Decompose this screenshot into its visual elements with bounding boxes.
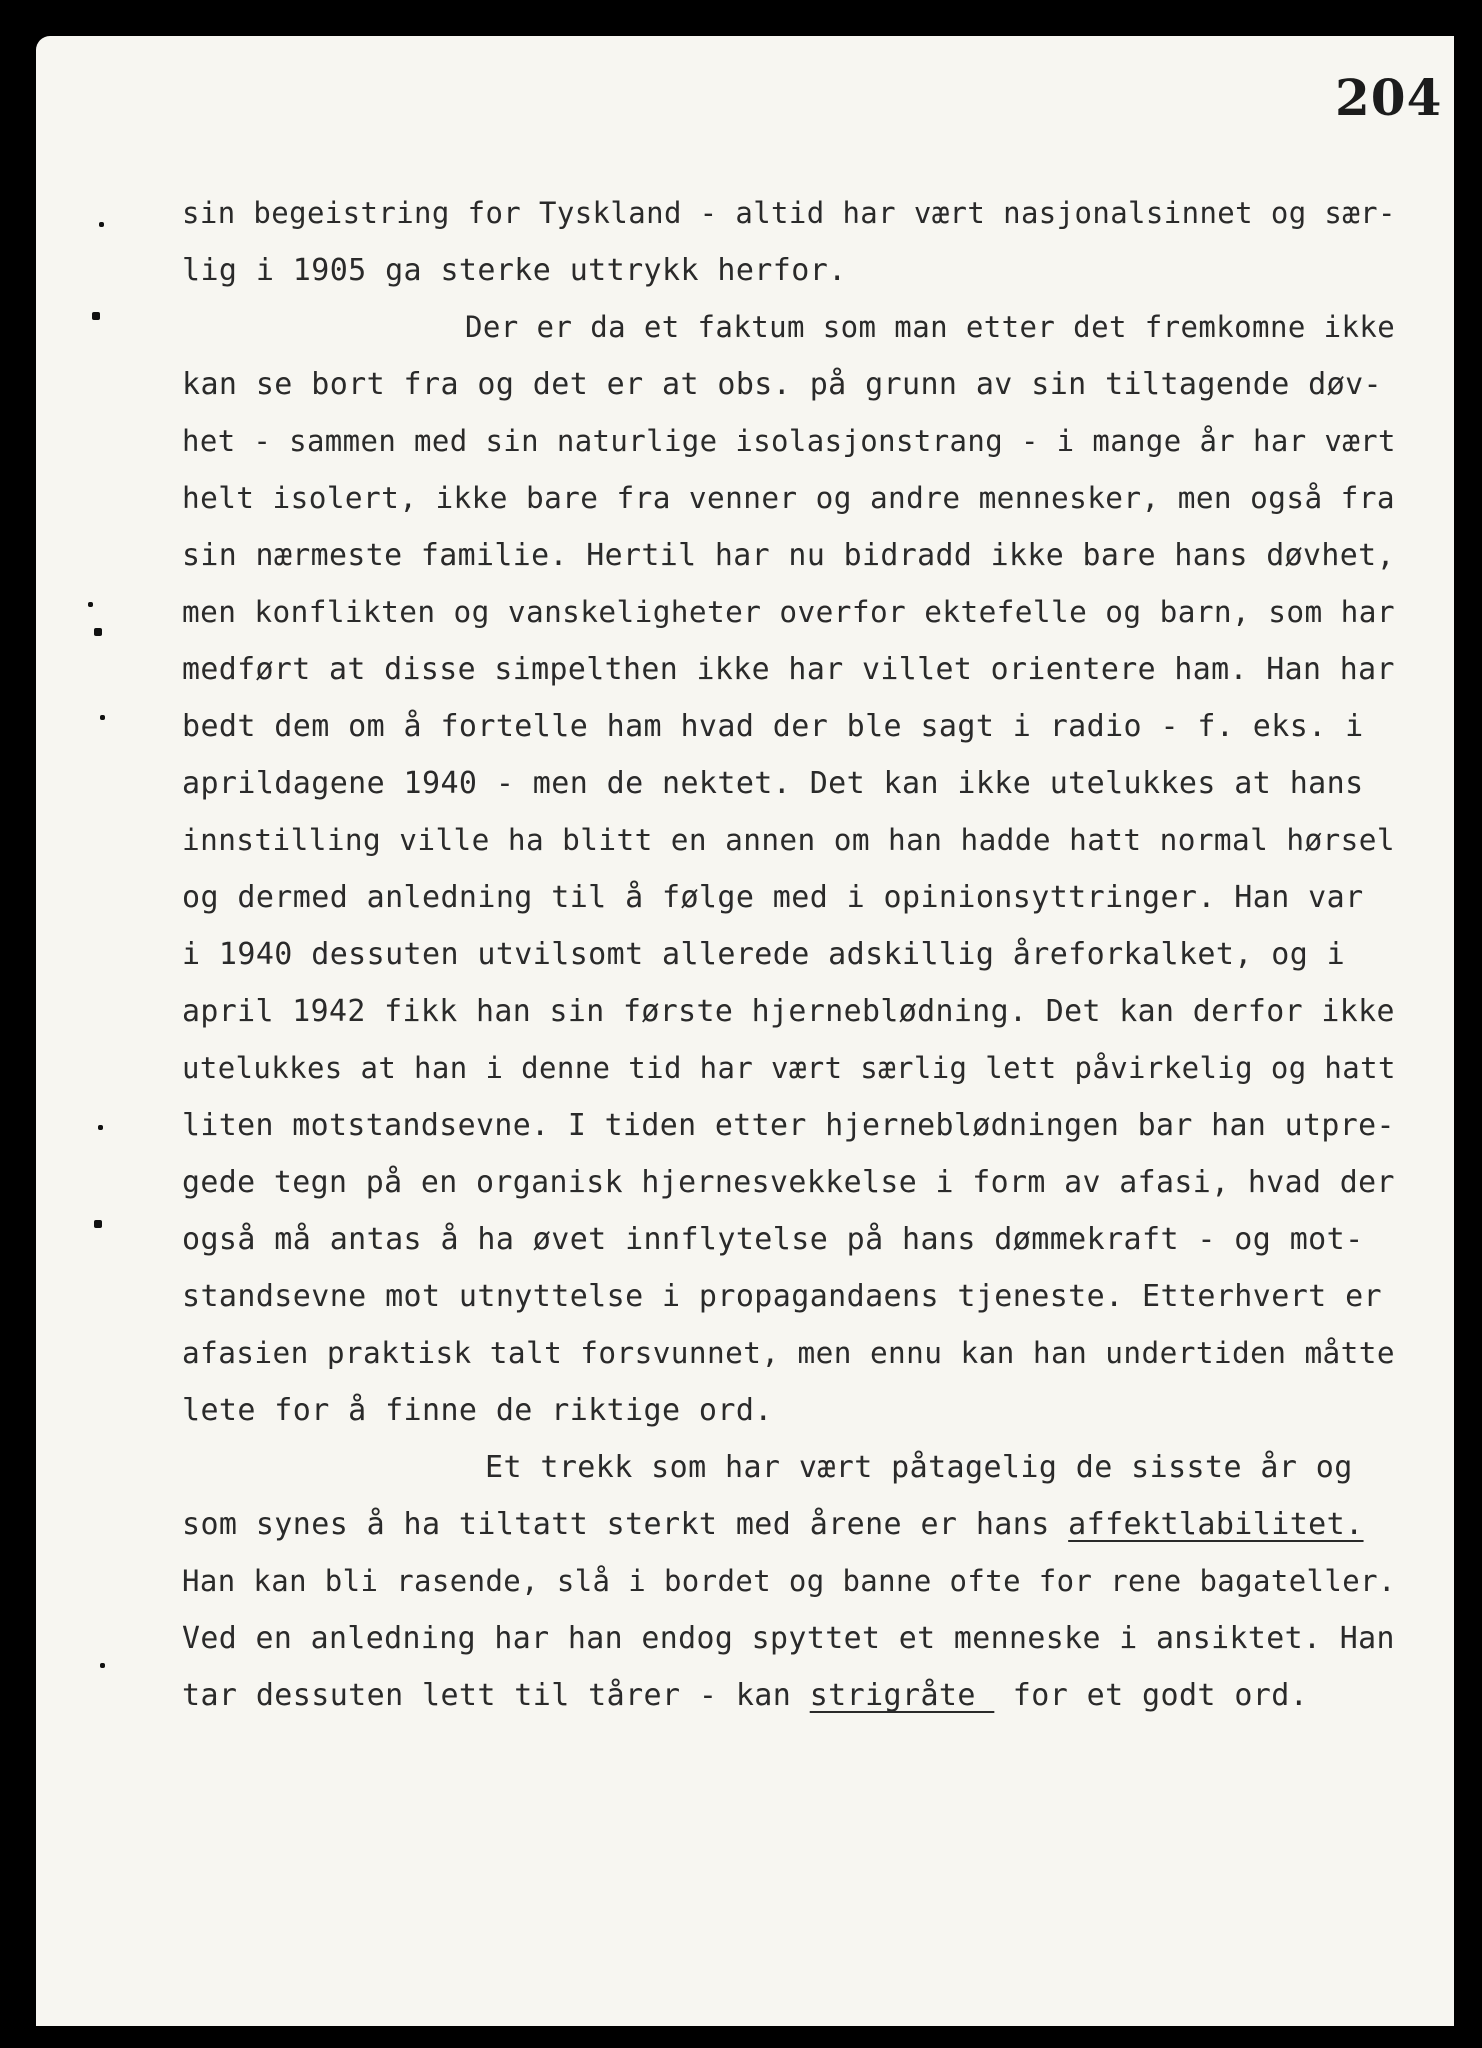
margin-mark [92, 312, 100, 320]
text-segment: for et godt ord. [994, 1678, 1309, 1713]
text-line: liten motstandsevne. I tiden etter hjerneblødningen bar han utpre- [182, 1108, 1395, 1143]
text-line: lig i 1905 ga sterke uttrykk herfor. [182, 253, 847, 288]
text-line: sin nærmeste familie. Hertil har nu bidradd ikke bare hans døvhet, [182, 538, 1395, 573]
text-line: men konflikten og vanskeligheter overfor ektefelle og barn, som har [182, 595, 1395, 629]
text-line: afasien praktisk talt forsvunnet, men ennu kan han undertiden måtte [182, 1336, 1395, 1370]
margin-mark [99, 222, 104, 227]
page-number: 204 [1335, 68, 1443, 127]
underlined-term: strigråte [809, 1678, 995, 1713]
text-line: het - sammen med sin naturlige isolasjonstrang - i mange år har vært [182, 424, 1396, 458]
text-line: i 1940 dessuten utvilsomt allerede adskillig åreforkalket, og i [182, 937, 1346, 972]
text-line: utelukkes at han i denne tid har vært særlig lett påvirkelig og hatt [182, 1051, 1396, 1085]
margin-mark [100, 1663, 105, 1668]
text-line: Der er da et faktum som man etter det fremkomne ikke [465, 310, 1396, 344]
text-line: Han kan bli rasende, slå i bordet og banne ofte for rene bagateller. [182, 1564, 1396, 1598]
text-line: og dermed anledning til å følge med i opinionsyttringer. Han var [182, 880, 1364, 915]
underlined-term: affektlabilitet. [1068, 1507, 1364, 1542]
text-line [182, 1507, 1364, 1542]
text-line [182, 1678, 1308, 1713]
text-line: Ved en anledning har han endog spyttet et menneske i ansiktet. Han [182, 1621, 1395, 1656]
text-line: helt isolert, ikke bare fra venner og andre mennesker, men også fra [182, 481, 1395, 515]
margin-mark [88, 602, 93, 607]
margin-mark [98, 1125, 103, 1130]
text-line: april 1942 fikk han sin første hjerneblødning. Det kan derfor ikke [182, 994, 1395, 1029]
margin-mark [94, 1220, 102, 1228]
text-line: også må antas å ha øvet innflytelse på hans dømmekraft - og mot- [182, 1222, 1364, 1257]
text-line: aprildagene 1940 - men de nektet. Det kan ikke utelukkes at hans [182, 766, 1364, 801]
text-line: lete for å finne de riktige ord. [182, 1393, 773, 1428]
margin-mark [94, 628, 102, 636]
text-line: Et trekk som har vært påtagelig de sisste år og [485, 1450, 1353, 1485]
text-line: medført at disse simpelthen ikke har villet orientere ham. Han har [182, 652, 1395, 687]
margin-mark [100, 715, 105, 720]
text-line: bedt dem om å fortelle ham hvad der ble sagt i radio - f. eks. i [182, 709, 1364, 744]
text-line: kan se bort fra og det er at obs. på grunn av sin tiltagende døv- [182, 367, 1382, 402]
text-line: sin begeistring for Tyskland - altid har vært nasjonalsinnet og sær- [182, 196, 1396, 230]
text-line: innstilling ville ha blitt en annen om han hadde hatt normal hørsel [182, 823, 1395, 857]
text-line: gede tegn på en organisk hjernesvekkelse i form av afasi, hvad der [182, 1165, 1395, 1200]
text-line: standsevne mot utnyttelse i propagandaens tjeneste. Etterhvert er [182, 1279, 1382, 1314]
text-segment: som synes å ha tiltatt sterkt med årene er hans [182, 1507, 1069, 1542]
text-segment: tar dessuten lett til tårer - kan [182, 1678, 810, 1713]
